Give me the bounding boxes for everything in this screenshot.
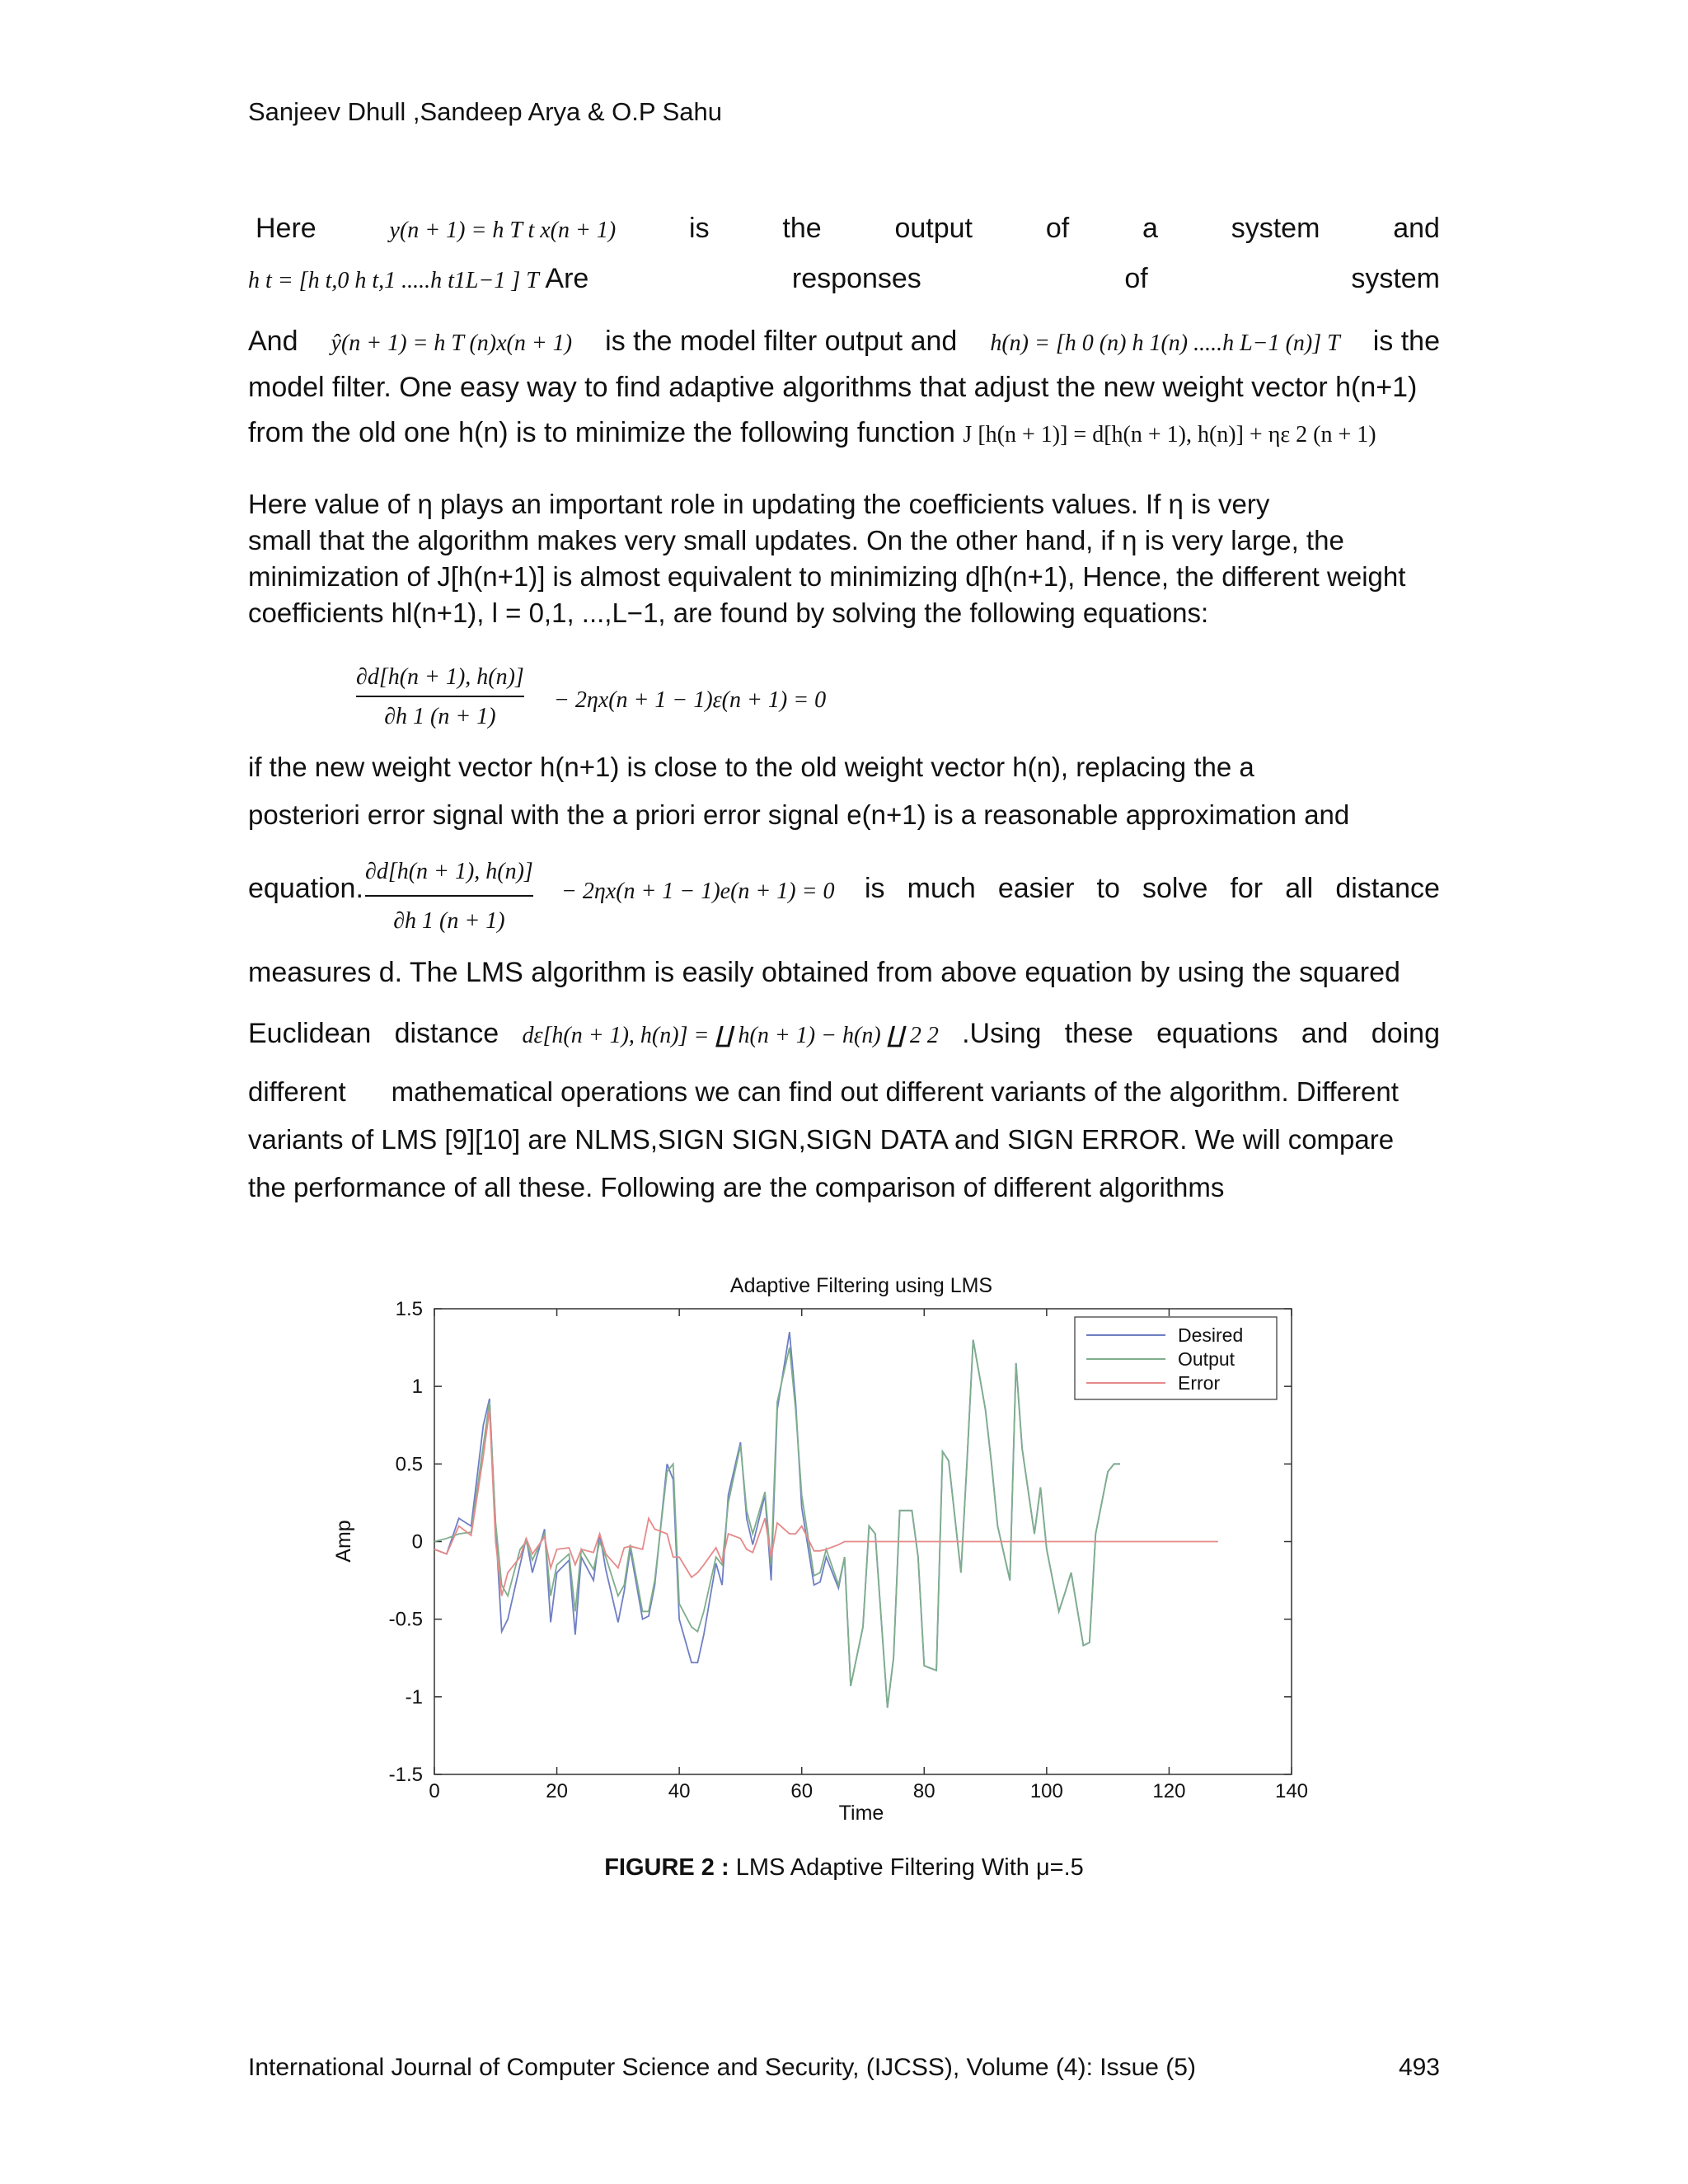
word: the bbox=[782, 213, 822, 244]
text-row-2 bbox=[248, 260, 1440, 299]
word: Here bbox=[256, 213, 316, 244]
equation-cost-function: J [h(n + 1)] = d[h(n + 1), h(n)] + ηε 2 (n + 1) bbox=[963, 422, 1376, 448]
figure-label: FIGURE 2 : bbox=[604, 1854, 729, 1881]
text-row-4: model filter. One easy way to find adaptive algorithms that adjust the new weight vector h(n+1) bbox=[248, 372, 1418, 403]
chart-title: Adaptive Filtering using LMS bbox=[729, 1274, 993, 1297]
word: is bbox=[865, 873, 885, 904]
paragraph-line: variants of LMS [9][10] are NLMS,SIGN SIGN,SIGN DATA and SIGN ERROR. We will compare bbox=[248, 1124, 1395, 1155]
paragraph-line: if the new weight vector h(n+1) is close to the old weight vector h(n), replacing the a bbox=[248, 752, 1254, 782]
word: much bbox=[907, 873, 976, 904]
fraction-numerator: ∂d[h(n + 1), h(n)] bbox=[356, 664, 524, 697]
word: of bbox=[1124, 263, 1148, 294]
y-tick-label: 1.5 bbox=[395, 1298, 423, 1320]
word: of bbox=[1045, 213, 1070, 244]
y-tick-label: 1 bbox=[411, 1376, 423, 1399]
word: distance bbox=[1335, 873, 1440, 904]
page-footer bbox=[248, 2054, 1440, 2082]
text-fragment: is the bbox=[1372, 326, 1440, 357]
y-tick-label: -0.5 bbox=[388, 1608, 423, 1631]
word: doing bbox=[1371, 1018, 1440, 1049]
word: .Using bbox=[962, 1018, 1042, 1049]
text-row-euclidean bbox=[248, 1015, 1440, 1054]
fraction-denominator: ∂h 1 (n + 1) bbox=[384, 704, 496, 729]
text-fragment: is the model filter output and bbox=[605, 326, 958, 357]
word: these bbox=[1064, 1018, 1133, 1049]
y-axis-label: Amp bbox=[332, 1520, 355, 1563]
x-axis-label: Time bbox=[838, 1802, 884, 1825]
word: system bbox=[1351, 263, 1440, 294]
x-tick-label: 140 bbox=[1274, 1780, 1309, 1802]
figure-caption-text: LMS Adaptive Filtering With μ=.5 bbox=[729, 1854, 1084, 1881]
word: equations bbox=[1156, 1018, 1278, 1049]
lms-line-chart bbox=[313, 1265, 1335, 1834]
paragraph-variants bbox=[248, 1068, 1440, 1212]
word: Are bbox=[545, 263, 589, 294]
word: easier bbox=[997, 873, 1075, 904]
paragraph-lms: measures d. The LMS algorithm is easily obtained from above equation by using the squared bbox=[248, 957, 1400, 988]
paragraph-line: coefficients hl(n+1), l = 0,1, ...,L−1, are found by solving the following equations: bbox=[248, 598, 1209, 628]
word: all bbox=[1285, 873, 1314, 904]
series-line-error bbox=[434, 1409, 1218, 1596]
word: Euclidean bbox=[248, 1018, 372, 1049]
paragraph-line: different mathematical operations we can find out different variants of the algorithm. Different bbox=[248, 1076, 1399, 1107]
equation-model-output: ŷ(n + 1) = h T (n)x(n + 1) bbox=[331, 330, 573, 356]
word: to bbox=[1096, 873, 1120, 904]
y-tick-label: -1.5 bbox=[388, 1764, 423, 1786]
fraction-denominator: ∂h 1 (n + 1) bbox=[393, 908, 505, 934]
x-tick-label: 60 bbox=[790, 1780, 814, 1802]
word: for bbox=[1230, 873, 1264, 904]
word: equation. bbox=[248, 873, 363, 904]
running-header: Sanjeev Dhull ,Sandeep Arya & O.P Sahu bbox=[248, 97, 723, 126]
legend-label-output: Output bbox=[1178, 1348, 1236, 1370]
paragraph-line: posteriori error signal with the a priori error signal e(n+1) is a reasonable approximation and bbox=[248, 799, 1350, 830]
equation-output: y(n + 1) = h T t x(n + 1) bbox=[389, 218, 617, 243]
word: solve bbox=[1142, 873, 1208, 904]
equation-block-2 bbox=[248, 854, 1440, 936]
word: output bbox=[894, 213, 973, 244]
word: and bbox=[1301, 1018, 1348, 1049]
paragraph-line: the performance of all these. Following are the comparison of different algorithms bbox=[248, 1172, 1225, 1202]
x-tick-label: 100 bbox=[1029, 1780, 1063, 1802]
x-tick-label: 40 bbox=[668, 1780, 691, 1802]
y-tick-label: 0.5 bbox=[395, 1453, 423, 1476]
equation-responses: h t = [h t,0 h t,1 .....h t1L−1 ] T bbox=[248, 268, 539, 293]
paragraph-eta bbox=[248, 486, 1440, 631]
x-tick-label: 0 bbox=[429, 1780, 440, 1802]
word: system bbox=[1231, 213, 1320, 244]
journal-name: International Journal of Computer Science and Security, (IJCSS), Volume (4): Issue (5) bbox=[248, 2054, 1196, 2081]
paragraph-line: minimization of J[h(n+1)] is almost equivalent to minimizing d[h(n+1), Hence, the different weight bbox=[248, 561, 1406, 592]
fraction-numerator: ∂d[h(n + 1), h(n)] bbox=[365, 854, 533, 897]
figure-caption bbox=[0, 1854, 1688, 1882]
text-row-3 bbox=[248, 323, 1440, 362]
page-number: 493 bbox=[1398, 2054, 1440, 2081]
equation-model-filter: h(n) = [h 0 (n) h 1(n) .....h L−1 (n)] T bbox=[990, 330, 1340, 356]
equation-block-1 bbox=[356, 664, 1180, 747]
x-tick-label: 20 bbox=[546, 1780, 568, 1802]
x-tick-label: 80 bbox=[912, 1780, 935, 1802]
paragraph-line: Here value of η plays an important role in updating the coefficients values. If η is very bbox=[248, 489, 1270, 519]
legend-label-error: Error bbox=[1178, 1372, 1221, 1394]
word: And bbox=[248, 326, 298, 357]
word: a bbox=[1142, 213, 1158, 244]
equation-euclidean: dε[h(n + 1), h(n)] = ∐ h(n + 1) − h(n) ∐ 2 2 bbox=[522, 1023, 939, 1048]
paragraph-line: small that the algorithm makes very small updates. On the other hand, if η is very large, the bbox=[248, 525, 1344, 555]
text-row-5 bbox=[248, 415, 1440, 453]
plot-area bbox=[389, 1298, 1308, 1802]
y-tick-label: -1 bbox=[405, 1685, 423, 1708]
y-tick-label: 0 bbox=[411, 1530, 423, 1554]
text-row-1 bbox=[256, 210, 1440, 249]
text-fragment: from the old one h(n) is to minimize the following function bbox=[248, 417, 955, 448]
word: responses bbox=[791, 263, 921, 294]
equation-remainder: − 2ηx(n + 1 − 1)ε(n + 1) = 0 bbox=[554, 687, 827, 713]
word: is bbox=[689, 213, 710, 244]
fraction bbox=[365, 854, 533, 940]
x-tick-label: 120 bbox=[1152, 1780, 1186, 1802]
equation-tail bbox=[865, 870, 1440, 907]
word: and bbox=[1393, 213, 1440, 244]
paragraph-approximation bbox=[248, 743, 1440, 839]
equation-remainder: − 2ηx(n + 1 − 1)e(n + 1) = 0 bbox=[561, 879, 835, 904]
legend-label-desired: Desired bbox=[1178, 1324, 1244, 1346]
word: distance bbox=[394, 1018, 499, 1049]
fraction bbox=[356, 664, 524, 730]
